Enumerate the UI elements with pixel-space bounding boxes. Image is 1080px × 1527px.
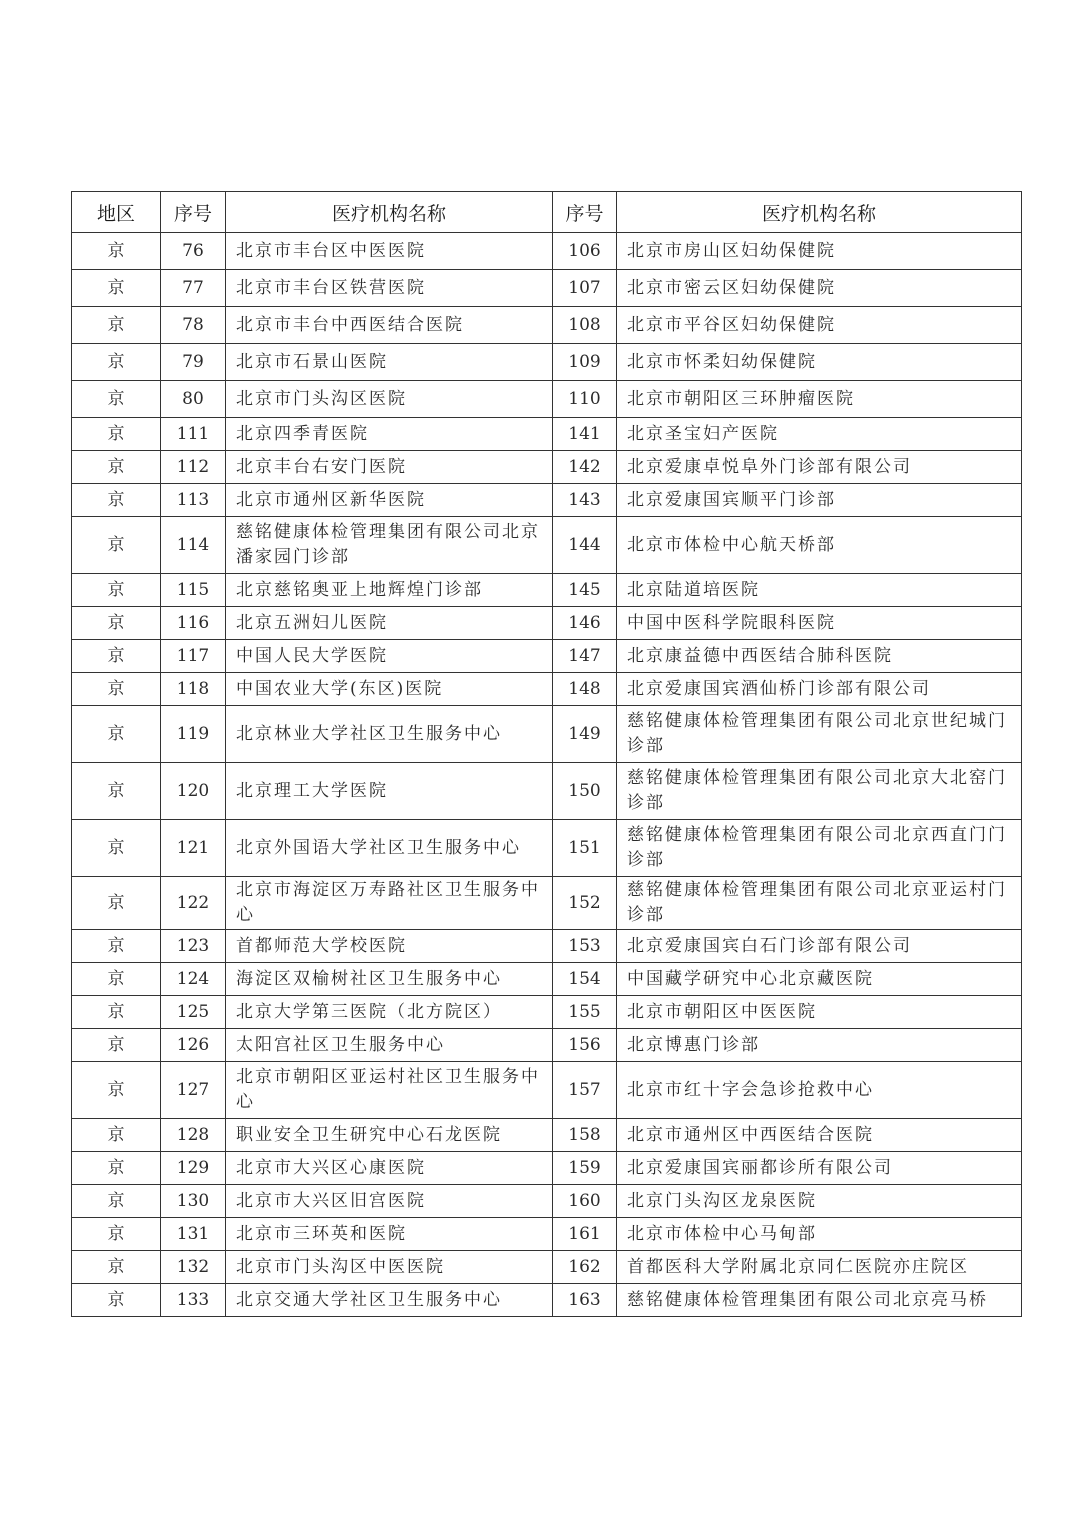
seq-cell-left: 131 <box>161 1218 226 1251</box>
institution-name-left: 北京市通州区新华医院 <box>226 484 553 517</box>
region-cell: 京 <box>72 418 161 451</box>
seq-cell-right: 143 <box>553 484 617 517</box>
seq-cell-right: 144 <box>553 517 617 574</box>
region-cell: 京 <box>72 820 161 877</box>
seq-cell-right: 154 <box>553 963 617 996</box>
region-cell: 京 <box>72 1218 161 1251</box>
table-row <box>72 1062 1022 1119</box>
institution-name-right: 北京康益德中西医结合肺科医院 <box>617 640 1022 673</box>
seq-cell-left: 123 <box>161 930 226 963</box>
institution-name-left: 太阳宫社区卫生服务中心 <box>226 1029 553 1062</box>
seq-cell-left: 129 <box>161 1152 226 1185</box>
seq-cell-left: 114 <box>161 517 226 574</box>
seq-cell-left: 133 <box>161 1284 226 1317</box>
seq-cell-right: 149 <box>553 706 617 763</box>
region-cell: 京 <box>72 574 161 607</box>
seq-cell-left: 126 <box>161 1029 226 1062</box>
region-cell: 京 <box>72 1152 161 1185</box>
table-row <box>72 233 1022 270</box>
institution-name-right: 北京市怀柔妇幼保健院 <box>617 344 1022 381</box>
seq-cell-right: 141 <box>553 418 617 451</box>
hospital-list-table <box>71 191 1022 1317</box>
institution-name-right: 北京市朝阳区中医医院 <box>617 996 1022 1029</box>
seq-cell-left: 113 <box>161 484 226 517</box>
seq-cell-right: 163 <box>553 1284 617 1317</box>
institution-name-right: 北京市平谷区妇幼保健院 <box>617 307 1022 344</box>
table-row <box>72 1119 1022 1152</box>
seq-cell-right: 152 <box>553 877 617 930</box>
institution-name-right: 北京门头沟区龙泉医院 <box>617 1185 1022 1218</box>
institution-name-left: 北京市大兴区旧宫医院 <box>226 1185 553 1218</box>
institution-name-left: 慈铭健康体检管理集团有限公司北京潘家园门诊部 <box>226 517 553 574</box>
institution-name-left: 北京市海淀区万寿路社区卫生服务中心 <box>226 877 553 930</box>
seq-cell-right: 151 <box>553 820 617 877</box>
institution-name-left: 北京市石景山医院 <box>226 344 553 381</box>
table-row <box>72 1029 1022 1062</box>
table-row <box>72 1185 1022 1218</box>
header-name-1: 医疗机构名称 <box>226 192 553 233</box>
institution-name-right: 北京市密云区妇幼保健院 <box>617 270 1022 307</box>
institution-name-right: 慈铭健康体检管理集团有限公司北京亮马桥 <box>617 1284 1022 1317</box>
region-cell: 京 <box>72 763 161 820</box>
institution-name-right: 北京市体检中心航天桥部 <box>617 517 1022 574</box>
institution-name-right: 慈铭健康体检管理集团有限公司北京西直门门诊部 <box>617 820 1022 877</box>
region-cell: 京 <box>72 706 161 763</box>
institution-name-right: 北京市通州区中西医结合医院 <box>617 1119 1022 1152</box>
region-cell: 京 <box>72 1284 161 1317</box>
seq-cell-left: 111 <box>161 418 226 451</box>
institution-name-left: 职业安全卫生研究中心石龙医院 <box>226 1119 553 1152</box>
region-cell: 京 <box>72 673 161 706</box>
institution-name-right: 慈铭健康体检管理集团有限公司北京世纪城门诊部 <box>617 706 1022 763</box>
seq-cell-left: 132 <box>161 1251 226 1284</box>
table-row <box>72 307 1022 344</box>
institution-name-left: 北京市门头沟区中医医院 <box>226 1251 553 1284</box>
table-row <box>72 484 1022 517</box>
institution-name-right: 北京市红十字会急诊抢救中心 <box>617 1062 1022 1119</box>
table-row <box>72 1251 1022 1284</box>
institution-name-right: 慈铭健康体检管理集团有限公司北京大北窑门诊部 <box>617 763 1022 820</box>
region-cell: 京 <box>72 996 161 1029</box>
region-cell: 京 <box>72 517 161 574</box>
header-name-2: 医疗机构名称 <box>617 192 1022 233</box>
seq-cell-right: 145 <box>553 574 617 607</box>
seq-cell-right: 156 <box>553 1029 617 1062</box>
seq-cell-left: 128 <box>161 1119 226 1152</box>
table-row <box>72 763 1022 820</box>
seq-cell-right: 107 <box>553 270 617 307</box>
institution-name-left: 北京慈铭奥亚上地辉煌门诊部 <box>226 574 553 607</box>
seq-cell-right: 153 <box>553 930 617 963</box>
table-header-row <box>72 192 1022 233</box>
seq-cell-right: 150 <box>553 763 617 820</box>
table-row <box>72 418 1022 451</box>
seq-cell-right: 162 <box>553 1251 617 1284</box>
institution-name-right: 北京爱康国宾白石门诊部有限公司 <box>617 930 1022 963</box>
seq-cell-left: 127 <box>161 1062 226 1119</box>
institution-name-right: 北京爱康国宾顺平门诊部 <box>617 484 1022 517</box>
seq-cell-left: 125 <box>161 996 226 1029</box>
table-row <box>72 381 1022 418</box>
seq-cell-right: 159 <box>553 1152 617 1185</box>
region-cell: 京 <box>72 451 161 484</box>
institution-name-left: 首都师范大学校医院 <box>226 930 553 963</box>
table-row <box>72 1218 1022 1251</box>
region-cell: 京 <box>72 1185 161 1218</box>
institution-name-left: 北京林业大学社区卫生服务中心 <box>226 706 553 763</box>
seq-cell-right: 158 <box>553 1119 617 1152</box>
institution-name-left: 北京外国语大学社区卫生服务中心 <box>226 820 553 877</box>
seq-cell-right: 110 <box>553 381 617 418</box>
seq-cell-left: 124 <box>161 963 226 996</box>
institution-name-left: 北京四季青医院 <box>226 418 553 451</box>
region-cell: 京 <box>72 930 161 963</box>
seq-cell-right: 109 <box>553 344 617 381</box>
seq-cell-left: 118 <box>161 673 226 706</box>
institution-name-right: 北京市房山区妇幼保健院 <box>617 233 1022 270</box>
table-row <box>72 607 1022 640</box>
table-row <box>72 451 1022 484</box>
institution-name-left: 北京大学第三医院（北方院区） <box>226 996 553 1029</box>
seq-cell-right: 142 <box>553 451 617 484</box>
region-cell: 京 <box>72 877 161 930</box>
table-row <box>72 963 1022 996</box>
header-region: 地区 <box>72 192 161 233</box>
seq-cell-right: 106 <box>553 233 617 270</box>
table-row <box>72 877 1022 930</box>
seq-cell-right: 108 <box>553 307 617 344</box>
region-cell: 京 <box>72 484 161 517</box>
institution-name-right: 北京市体检中心马甸部 <box>617 1218 1022 1251</box>
region-cell: 京 <box>72 344 161 381</box>
region-cell: 京 <box>72 233 161 270</box>
seq-cell-left: 130 <box>161 1185 226 1218</box>
header-seq-2: 序号 <box>553 192 617 233</box>
institution-name-right: 北京陆道培医院 <box>617 574 1022 607</box>
seq-cell-left: 117 <box>161 640 226 673</box>
seq-cell-right: 160 <box>553 1185 617 1218</box>
institution-name-left: 北京市大兴区心康医院 <box>226 1152 553 1185</box>
header-seq-1: 序号 <box>161 192 226 233</box>
seq-cell-left: 122 <box>161 877 226 930</box>
seq-cell-left: 77 <box>161 270 226 307</box>
institution-name-left: 北京理工大学医院 <box>226 763 553 820</box>
table-row <box>72 517 1022 574</box>
region-cell: 京 <box>72 1062 161 1119</box>
seq-cell-right: 147 <box>553 640 617 673</box>
seq-cell-left: 76 <box>161 233 226 270</box>
region-cell: 京 <box>72 963 161 996</box>
table-row <box>72 673 1022 706</box>
seq-cell-left: 79 <box>161 344 226 381</box>
region-cell: 京 <box>72 307 161 344</box>
seq-cell-left: 112 <box>161 451 226 484</box>
seq-cell-left: 80 <box>161 381 226 418</box>
seq-cell-right: 146 <box>553 607 617 640</box>
seq-cell-right: 157 <box>553 1062 617 1119</box>
region-cell: 京 <box>72 1251 161 1284</box>
region-cell: 京 <box>72 640 161 673</box>
institution-name-left: 北京市丰台区铁营医院 <box>226 270 553 307</box>
table-row <box>72 574 1022 607</box>
seq-cell-right: 148 <box>553 673 617 706</box>
institution-name-left: 北京交通大学社区卫生服务中心 <box>226 1284 553 1317</box>
region-cell: 京 <box>72 607 161 640</box>
institution-name-right: 北京爱康国宾酒仙桥门诊部有限公司 <box>617 673 1022 706</box>
institution-name-left: 中国农业大学(东区)医院 <box>226 673 553 706</box>
seq-cell-right: 155 <box>553 996 617 1029</box>
institution-name-left: 中国人民大学医院 <box>226 640 553 673</box>
seq-cell-left: 78 <box>161 307 226 344</box>
seq-cell-left: 120 <box>161 763 226 820</box>
seq-cell-left: 121 <box>161 820 226 877</box>
institution-name-right: 中国藏学研究中心北京藏医院 <box>617 963 1022 996</box>
table-row <box>72 270 1022 307</box>
institution-name-right: 北京博惠门诊部 <box>617 1029 1022 1062</box>
institution-name-right: 慈铭健康体检管理集团有限公司北京亚运村门诊部 <box>617 877 1022 930</box>
seq-cell-right: 161 <box>553 1218 617 1251</box>
table-row <box>72 640 1022 673</box>
region-cell: 京 <box>72 381 161 418</box>
institution-name-left: 北京市丰台中西医结合医院 <box>226 307 553 344</box>
region-cell: 京 <box>72 1029 161 1062</box>
institution-name-left: 北京市丰台区中医医院 <box>226 233 553 270</box>
institution-name-left: 北京丰台右安门医院 <box>226 451 553 484</box>
region-cell: 京 <box>72 1119 161 1152</box>
institution-name-right: 北京爱康卓悦阜外门诊部有限公司 <box>617 451 1022 484</box>
institution-name-left: 北京市门头沟区医院 <box>226 381 553 418</box>
table-row <box>72 706 1022 763</box>
table-row <box>72 930 1022 963</box>
seq-cell-left: 115 <box>161 574 226 607</box>
institution-name-left: 北京市朝阳区亚运村社区卫生服务中心 <box>226 1062 553 1119</box>
table-row <box>72 344 1022 381</box>
institution-name-right: 中国中医科学院眼科医院 <box>617 607 1022 640</box>
table-row <box>72 1152 1022 1185</box>
institution-name-left: 北京五洲妇儿医院 <box>226 607 553 640</box>
table-row <box>72 820 1022 877</box>
seq-cell-left: 116 <box>161 607 226 640</box>
institution-name-right: 北京圣宝妇产医院 <box>617 418 1022 451</box>
institution-name-left: 海淀区双榆树社区卫生服务中心 <box>226 963 553 996</box>
seq-cell-left: 119 <box>161 706 226 763</box>
institution-name-right: 北京市朝阳区三环肿瘤医院 <box>617 381 1022 418</box>
institution-name-left: 北京市三环英和医院 <box>226 1218 553 1251</box>
table-row <box>72 996 1022 1029</box>
region-cell: 京 <box>72 270 161 307</box>
table-row <box>72 1284 1022 1317</box>
institution-name-right: 北京爱康国宾丽都诊所有限公司 <box>617 1152 1022 1185</box>
institution-name-right: 首都医科大学附属北京同仁医院亦庄院区 <box>617 1251 1022 1284</box>
